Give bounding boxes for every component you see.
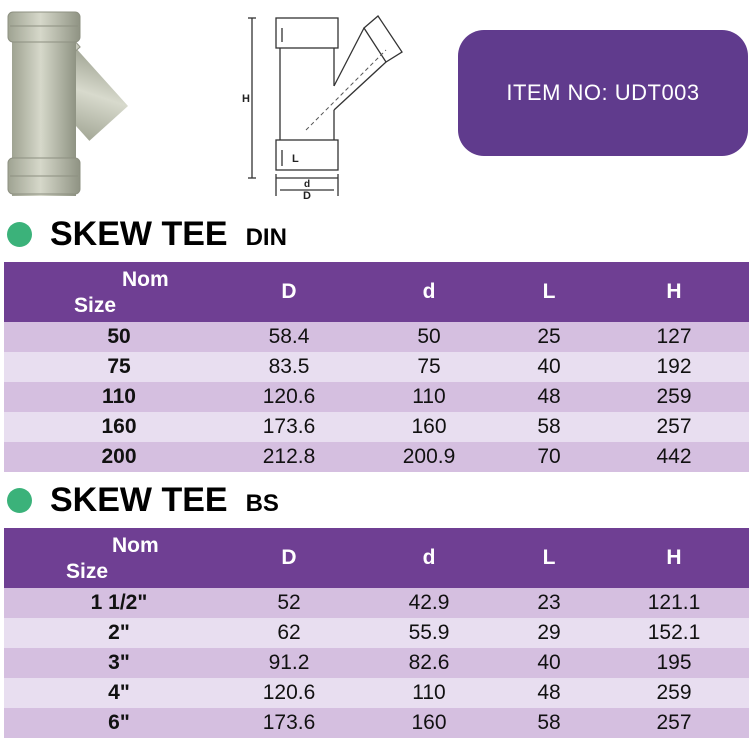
header-size: Size <box>74 294 117 317</box>
header-H: H <box>666 546 682 569</box>
bullet-dot-icon <box>7 488 32 513</box>
din-table <box>4 262 749 472</box>
table-row: 75 83.5 75 40 192 <box>4 352 749 382</box>
table-row: 200 212.8 200.9 70 442 <box>4 442 749 472</box>
table-row: 160 173.6 160 58 257 <box>4 412 749 442</box>
table-header <box>4 528 749 588</box>
dim-big-d-label: D <box>303 190 311 200</box>
dim-h-label: H <box>242 93 250 105</box>
header-size: Size <box>66 560 109 583</box>
bullet-dot-icon <box>7 222 32 247</box>
header-D: D <box>281 546 297 569</box>
bs-table <box>4 528 749 738</box>
skew-tee-product-photo <box>4 8 164 198</box>
section-title: SKEW TEE BS <box>50 481 279 519</box>
table-row: 50 58.4 50 25 127 <box>4 322 749 352</box>
header-d: d <box>422 546 436 569</box>
item-number-text: ITEM NO: UDT003 <box>506 80 700 105</box>
header-L: L <box>542 546 556 569</box>
standard-label: DIN <box>245 224 287 251</box>
table-row: 3" 91.2 82.6 40 195 <box>4 648 749 678</box>
table-row: 2" 62 55.9 29 152.1 <box>4 618 749 648</box>
section-title: SKEW TEE DIN <box>50 215 287 253</box>
skew-tee-technical-drawing <box>236 10 416 200</box>
dim-small-d-label: d <box>304 179 311 190</box>
header-L: L <box>542 280 556 303</box>
header-D: D <box>281 280 297 303</box>
dim-l-label: L <box>292 153 299 165</box>
section-heading-bs <box>0 480 750 520</box>
item-number-box <box>458 30 748 156</box>
table-row: 110 120.6 110 48 259 <box>4 382 749 412</box>
table-row: 4" 120.6 110 48 259 <box>4 678 749 708</box>
header-d: d <box>422 280 436 303</box>
header-H: H <box>666 280 682 303</box>
header-nom: Nom <box>122 268 169 291</box>
standard-label: BS <box>245 490 279 517</box>
table-header <box>4 262 749 322</box>
table-row: 1 1/2" 52 42.9 23 121.1 <box>4 588 749 618</box>
header-nom: Nom <box>112 534 159 557</box>
section-heading-din <box>0 214 750 254</box>
table-row: 6" 173.6 160 58 257 <box>4 708 749 738</box>
